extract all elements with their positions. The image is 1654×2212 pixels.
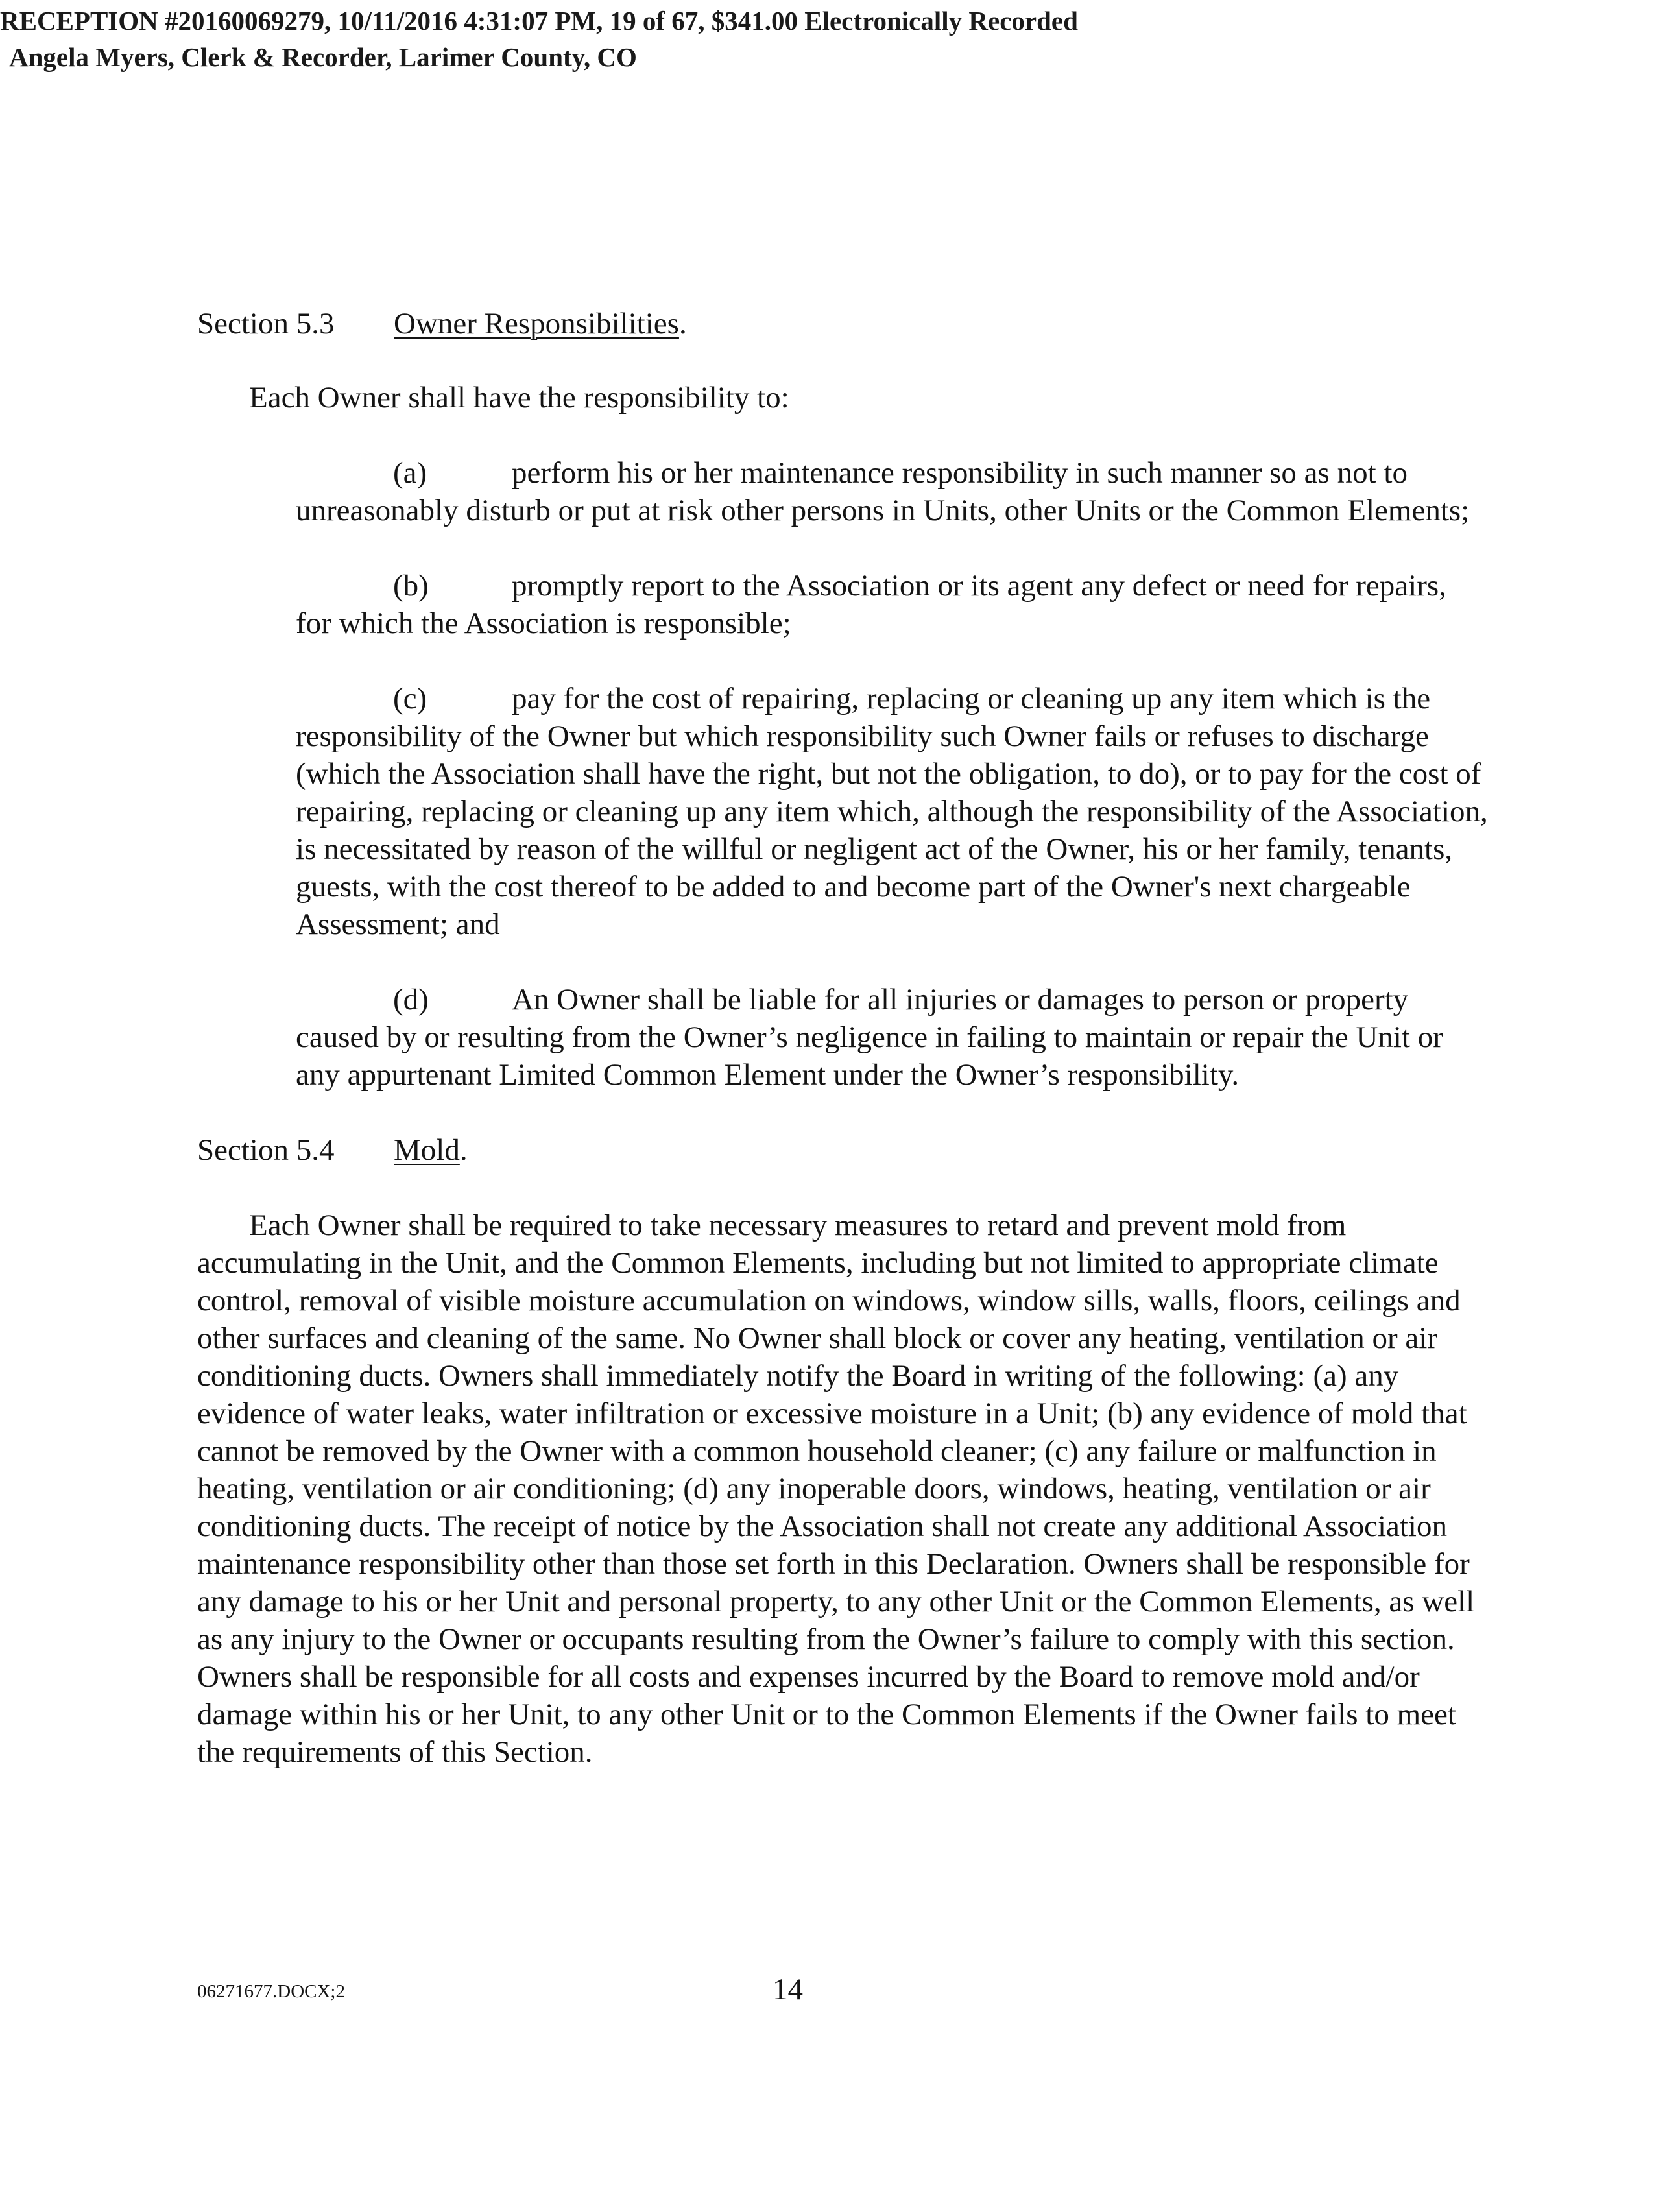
list-item-b [296,567,1489,642]
list-item-c-marker: (c) [393,682,427,715]
list-item-a-marker: (a) [393,456,427,490]
list-item-b-marker: (b) [393,569,429,603]
list-item-c [296,680,1489,943]
list-item-c-text: pay for the cost of repairing, replacing or cleaning up any item which is the responsibility of the Owner but which responsibility such Owner fails or refuses to discharge (which the Association shall have the right, but not the obligation, to do), or to pay for the cost of repairing, replacing or cleaning up any item which, although the responsibility of the Association, is necessitated by reason of the willful or negligent act of the Owner, his or her family, tenants, guests, with the cost thereof to be added to and become part of the Owner's next chargeable Assessment; and [296,682,1488,941]
section-5-4-number: Section 5.4 [197,1133,335,1167]
page-number: 14 [773,1973,803,2006]
list-item-d-text: An Owner shall be liable for all injuries or damages to person or property caused by or resulting from the Owner’s negligence in failing to maintain or repair the Unit or any appurtenant Limited Common Element under the Owner’s responsibility. [296,983,1443,1092]
list-item-b-text: promptly report to the Association or its agent any defect or need for repairs, for which the Association is responsible; [296,569,1446,640]
list-item-a [296,454,1489,529]
list-item-a-text: perform his or her maintenance responsibility in such manner so as not to unreasonably disturb or put at risk other persons in Units, other Units or the Common Elements; [296,456,1470,527]
list-item-d-marker: (d) [393,983,429,1016]
section-5-4-period: . [459,1133,468,1167]
section-5-3-number: Section 5.3 [197,307,335,341]
list-item-d [296,981,1489,1094]
recording-stamp [0,3,1078,75]
section-5-3-title: Owner Responsibilities [394,307,679,341]
section-5-3-period: . [678,307,687,341]
section-5-4-heading [197,1131,1494,1169]
recording-stamp-line-1: RECEPTION #20160069279, 10/11/2016 4:31:07 PM, 19 of 67, $341.00 Electronically Recorded [0,6,1078,36]
recording-stamp-line-2: Angela Myers, Clerk & Recorder, Larimer County, CO [9,42,637,72]
document-body [197,305,1494,1771]
section-5-4-title: Mold [394,1133,460,1167]
section-5-3-intro: Each Owner shall have the responsibility to: [249,381,789,415]
section-5-4-paragraph: Each Owner shall be required to take necessary measures to retard and prevent mold from accumulating in the Unit, and the Common Elements, including but not limited to appropriate climate control, removal of visible moisture accumulation on windows, window sills, walls, floors, ceilings and other surfaces and cleaning of the same. No Owner shall block or cover any heating, ventilation or air conditioning ducts. Owners shall immediately notify the Board in writing of the following: (a) any evidence of water leaks, water infiltration or excessive moisture in a Unit; (b) any evidence of mold that cannot be removed by the Owner with a common household cleaner; (c) any failure or malfunction in heating, ventilation or air conditioning; (d) any inoperable doors, windows, heating, ventilation or air conditioning ducts. The receipt of notice by the Association shall not create any additional Association maintenance responsibility other than those set forth in this Declaration. Owners shall be responsible for any damage to his or her Unit and personal property, to any other Unit or the Common Elements, as well as any injury to the Owner or occupants resulting from the Owner’s failure to comply with this section. Owners shall be responsible for all costs and expenses incurred by the Board to remove mold and/or damage within his or her Unit, to any other Unit or to the Common Elements if the Owner fails to meet the requirements of this Section. [197,1208,1475,1769]
section-5-3-heading [197,305,1494,343]
page-footer [197,1972,1494,2017]
document-id: 06271677.DOCX;2 [197,1981,345,2002]
